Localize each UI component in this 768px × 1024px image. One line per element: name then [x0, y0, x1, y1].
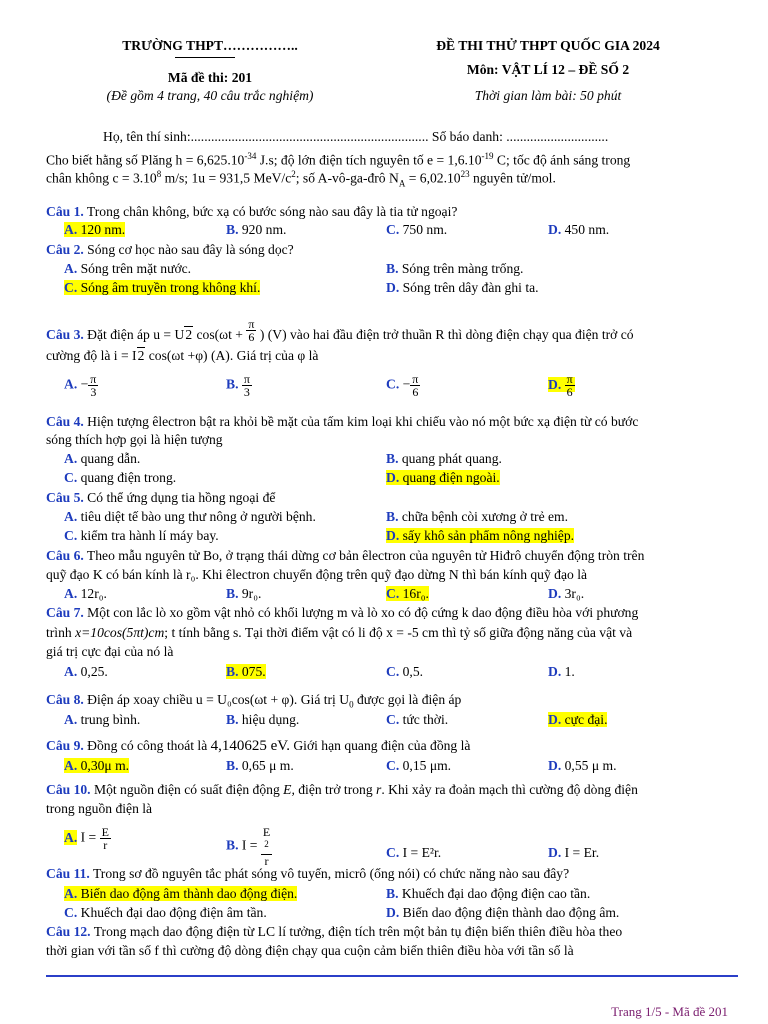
- question-8: Câu 8. Điện áp xoay chiều u = U₀cos(ωt + φ). Giá trị $U_0$ được gọi là điện áp: [46, 692, 462, 710]
- question-6-line-2: quỹ đạo K có bán kính là r₀. Khi êlectron chuyển động trên quỹ đạo dừng N thì bán kính quỹ đạo là: [46, 567, 588, 582]
- question-6: Câu 6. Theo mẫu nguyên tử Bo, ở trạng thái dừng cơ bản êlectron của nguyên tử Hiđrô chuyển động tròn trên: [46, 548, 645, 563]
- q8-option-c[interactable]: C. tức thời.: [386, 712, 449, 727]
- question-7-line-2: trình x=10cos(5πt)cm; t tính bằng s. Tại thời điểm vật có li độ x = -5 cm thì tỷ số giữa động năng của vật và: [46, 625, 633, 640]
- question-7-line-3: giá trị cực đại của nó là: [46, 644, 174, 659]
- q11-option-c[interactable]: C. Khuếch đại dao động điện âm tần.: [64, 905, 267, 920]
- q5-option-a[interactable]: A. tiêu diệt tế bào ung thư nông ở người bệnh.: [64, 509, 316, 524]
- intro-line-2: chân không $c = 3.10^8$ m/s; 1u = 931,5 MeV/$c^2$; số A-vô-ga-đrô $N_A = 6,02.10^{23}$ nguyên tử/mol.: [46, 169, 556, 189]
- q2-option-a[interactable]: A. Sóng trên mặt nước.: [64, 261, 192, 276]
- pages-note: (Đề gồm 4 trang, 40 câu trắc nghiệm): [106, 88, 314, 103]
- question-4-line-2: sóng thích hợp gọi là hiện tượng: [46, 432, 223, 447]
- q2-option-c[interactable]: C. Sóng âm truyền trong không khí.: [64, 280, 261, 295]
- subject: Môn: VẬT LÍ 12 – ĐỀ SỐ 2: [466, 62, 630, 77]
- q2-option-d[interactable]: D. Sóng trên dây đàn ghi ta.: [386, 280, 539, 295]
- q7-option-c[interactable]: C. 0,5.: [386, 664, 424, 679]
- q4-option-a[interactable]: A. quang dẫn.: [64, 451, 141, 466]
- q6-option-a[interactable]: A. 12r₀.: [64, 586, 107, 601]
- q10-option-d[interactable]: D. I = Er.: [548, 845, 600, 860]
- q4-option-c[interactable]: C. quang điện trong.: [64, 470, 177, 485]
- q5-option-b[interactable]: B. chữa bệnh còi xương ở trẻ em.: [386, 509, 569, 524]
- q5-option-c[interactable]: C. kiểm tra hành lí máy bay.: [64, 528, 219, 543]
- q7-option-d[interactable]: D. 1.: [548, 664, 575, 679]
- q1-option-d[interactable]: D. 450 nm.: [548, 222, 610, 237]
- q6-option-d[interactable]: D. 3r₀.: [548, 586, 585, 601]
- q9-option-a[interactable]: A. 0,30μ m.: [64, 758, 130, 773]
- question-5: Câu 5. Có thể ứng dụng tia hồng ngoại để: [46, 490, 276, 505]
- question-4: Câu 4. Hiện tượng êlectron bật ra khỏi bề mặt của tấm kim loại khi chiếu vào nó một bức xạ điện từ có bước: [46, 414, 639, 429]
- question-1: Câu 1. Trong chân không, bức xạ có bước sóng nào sau đây là tia tử ngoại?: [46, 204, 458, 219]
- q1-option-c[interactable]: C. 750 nm.: [386, 222, 448, 237]
- intro-line-1: Cho biết hằng số Plăng $h = 6,625.10^{-34}$ J.s; độ lớn điện tích nguyên tố $e = 1,6.10^{-19}$ C; tốc độ ánh sáng trong: [46, 151, 631, 168]
- q11-option-a[interactable]: A. Biến dao động âm thành dao động điện.: [64, 886, 298, 901]
- page-footer: Trang 1/5 - Mã đề 201: [611, 1004, 728, 1019]
- q7-option-b[interactable]: B. 075.: [226, 664, 266, 679]
- q9-option-b[interactable]: B. 0,65 μ m.: [226, 758, 294, 773]
- question-12: Câu 12. Trong mạch dao động điện từ LC lí tưởng, điện tích trên một bản tụ điện biến thiên điều hòa theo: [46, 924, 623, 939]
- question-3-line-2: cường độ là i = I2 cos(ωt +φ) (A). Giá trị của φ là: [46, 348, 319, 363]
- q3-option-a[interactable]: A. − $\frac{\pi}{3}$: [64, 372, 97, 399]
- q10-option-b[interactable]: B. I = E $^2$ r: [226, 825, 271, 868]
- q9-option-d[interactable]: D. 0,55 μ m.: [548, 758, 617, 773]
- q8-option-b[interactable]: B. hiệu dụng.: [226, 712, 300, 727]
- q9-option-c[interactable]: C. 0,15 μm.: [386, 758, 452, 773]
- q6-option-c[interactable]: C. 16r₀.: [386, 586, 429, 601]
- q8-option-d[interactable]: D. cực đại.: [548, 712, 608, 727]
- q1-option-a[interactable]: A. 120 nm.: [64, 222, 126, 237]
- q10-option-a[interactable]: A. I = $\frac{E}{r}$: [64, 825, 109, 852]
- q4-option-d[interactable]: D. quang điện ngoài.: [386, 470, 500, 485]
- q2-option-b[interactable]: B. Sóng trên màng trống.: [386, 261, 524, 276]
- q10-option-c[interactable]: C. I = E²r.: [386, 845, 442, 860]
- exam-title: ĐỀ THI THỬ THPT QUỐC GIA 2024: [436, 38, 660, 53]
- q6-option-b[interactable]: B. 9r₀.: [226, 586, 262, 601]
- q5-option-d[interactable]: D. sấy khô sản phẩm nông nghiệp.: [386, 528, 575, 543]
- q8-option-a[interactable]: A. trung bình.: [64, 712, 141, 727]
- question-11: Câu 11. Trong sơ đồ nguyên tắc phát sóng vô tuyến, micrô (ống nói) có chức năng nào sau đây?: [46, 866, 570, 881]
- q4-option-b[interactable]: B. quang phát quang.: [386, 451, 502, 466]
- exam-time: Thời gian làm bài: 50 phút: [474, 88, 622, 103]
- header-divider: [175, 57, 235, 58]
- q11-option-d[interactable]: D. Biến dao động điện thành dao động âm.: [386, 905, 620, 920]
- q3-option-b[interactable]: B. $\frac{\pi}{3}$: [226, 372, 250, 399]
- q7-option-a[interactable]: A. 0,25.: [64, 664, 108, 679]
- question-9: Câu 9. Đồng có công thoát là 4,140625 eV. Giới hạn quang điện của đồng là: [46, 738, 471, 754]
- question-12-line-2: thời gian với tần số f thì cường độ dòng điện chạy qua cuộn cảm biến thiên điều hòa với tần số là: [46, 943, 574, 958]
- q1-option-b[interactable]: B. 920 nm.: [226, 222, 287, 237]
- footer-divider: [46, 975, 738, 977]
- school-name: TRƯỜNG THPT……………..: [122, 38, 298, 53]
- question-10-line-2: trong nguồn điện là: [46, 801, 153, 816]
- question-3: Câu 3. Đặt điện áp u = U2 cos(ωt + $\frac{\pi}{6}$ ) (V) vào hai đầu điện trở thuần R thì dòng điện chạy qua điện trở có: [46, 317, 634, 344]
- exam-code: Mã đề thi: 201: [167, 70, 253, 85]
- question-10: Câu 10. Một nguồn điện có suất điện động E, điện trở trong r. Khi xảy ra đoản mạch thì cường độ dòng điện: [46, 782, 638, 797]
- q11-option-b[interactable]: B. Khuếch đại dao động điện cao tần.: [386, 886, 591, 901]
- question-7: Câu 7. Một con lắc lò xo gồm vật nhỏ có khối lượng m và lò xo có độ cứng k dao động điều hòa với phương: [46, 605, 639, 620]
- question-2: Câu 2. Sóng cơ học nào sau đây là sóng dọc?: [46, 242, 294, 257]
- candidate-line: Họ, tên thí sinh:...................................................................... Số báo danh: ..............................: [103, 129, 609, 144]
- q3-option-c[interactable]: C. − $\frac{\pi}{6}$: [386, 372, 419, 399]
- q3-option-d[interactable]: D. $\frac{\pi}{6}$: [548, 372, 573, 399]
